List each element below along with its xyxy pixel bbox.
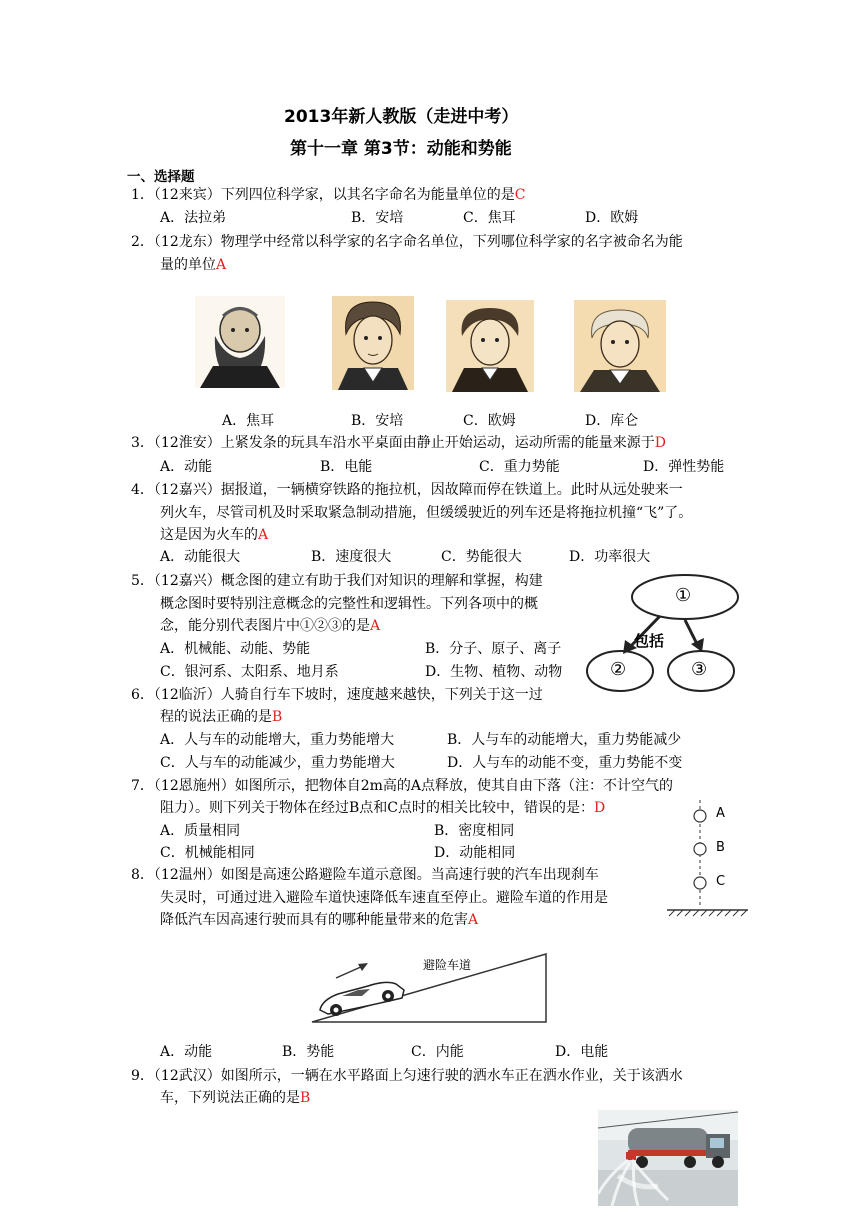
question-7 [131,775,673,797]
option: A．动能 [160,1044,213,1060]
option: C．欧姆 [463,413,516,429]
chapter-title: 第十一章 第3节：动能和势能 [290,139,512,159]
option: D．功率很大 [569,549,651,565]
option: C．焦耳 [463,210,516,226]
free-fall-diagram [665,800,750,925]
question-8-line3 [160,909,478,931]
option: A．焦耳 [222,413,275,429]
question-text: 降低汽车因高速行驶而具有的哪种能量带来的危害 [160,912,468,928]
option: C．势能很大 [441,549,522,565]
option: C．重力势能 [479,459,560,475]
question-number: 6． [131,687,154,703]
portrait-joule-image [195,296,285,388]
option: D．人与车的动能不变，重力势能不变 [447,755,683,771]
question-number: 7． [131,778,154,794]
option: D．电能 [555,1044,609,1060]
option: A．机械能、动能、势能 [160,641,311,657]
option: B．安培 [351,413,404,429]
question-number: 3． [131,435,154,451]
question-text: （12淮安）上紧发条的玩具车沿水平桌面由静止开始运动，运动所需的能量来源于 [153,435,655,451]
option: D．库仑 [585,413,639,429]
question-9 [131,1065,683,1087]
option: B．电能 [320,459,373,475]
answer: C [514,187,526,203]
point-label-a: A [716,806,725,821]
page-title: 2013年新人教版（走进中考） [284,107,519,127]
question-text: （12临沂）人骑自行车下坡时，速度越来越快，下列关于这一过 [153,687,543,703]
question-7-line2 [160,797,605,819]
option: C．银河系、太阳系、地月系 [160,664,339,680]
question-5-line3 [160,615,380,637]
option: D．动能相同 [434,845,516,861]
question-text: 失灵时，可通过进入避险车道快速降低车速直至停止。避险车道的作用是 [160,890,608,906]
question-6 [131,684,543,706]
option: D．弹性势能 [643,459,725,475]
question-text: 车，下列说法正确的是 [160,1090,300,1106]
question-number: 5． [131,573,154,589]
portrait-ohm-image [446,300,534,392]
concept-link-label: 包括 [634,632,665,650]
answer: A [216,257,227,273]
option: A．质量相同 [160,823,241,839]
option: A．动能很大 [160,549,241,565]
option: B．分子、原子、离子 [425,641,562,657]
question-8 [131,864,599,886]
question-5 [131,570,543,592]
question-text: 这是因为火车的 [160,527,258,543]
option: D．生物、植物、动物 [425,664,563,680]
section-heading: 一、选择题 [127,169,195,185]
option: B．密度相同 [434,823,515,839]
option: C．机械能相同 [160,845,255,861]
question-text: （12温州）如图是高速公路避险车道示意图。当高速行驶的汽车出现刹车 [153,867,599,883]
question-4 [131,479,683,501]
answer: A [468,912,479,928]
portrait-ampere-image [332,296,414,390]
question-text: （12嘉兴）概念图的建立有助于我们对知识的理解和掌握，构建 [153,573,543,589]
question-text: 阻力）。则下列关于物体在经过B点和C点时的相关比较中，错误的是： [160,800,594,816]
answer: B [272,709,283,725]
question-text: 程的说法正确的是 [160,709,272,725]
answer: A [258,527,269,543]
question-text: 量的单位 [160,257,216,273]
question-1 [131,184,525,206]
question-number: 1． [131,187,154,203]
option: B．速度很大 [311,549,392,565]
question-2 [131,231,683,253]
point-label-b: B [716,840,725,855]
question-number: 4． [131,482,154,498]
question-2-line2 [160,254,226,276]
concept-node-left: ② [610,659,627,680]
question-number: 8． [131,867,154,883]
answer: D [594,800,606,816]
answer: A [370,618,381,634]
portrait-coulomb-image [574,300,666,392]
question-text: （12嘉兴）据报道，一辆横穿铁路的拖拉机，因故障而停在铁道上。此时从远处驶来一 [153,482,683,498]
question-text: （12来宾）下列四位科学家，以其名字命名为能量单位的是 [153,187,515,203]
question-6-line2 [160,706,282,728]
option: B．人与车的动能增大，重力势能减少 [447,732,682,748]
question-text: 概念图时要特别注意概念的完整性和逻辑性。下列各项中的概 [160,596,538,612]
answer: B [300,1090,311,1106]
ramp-label: 避险车道 [423,958,472,972]
concept-node-right: ③ [691,659,708,680]
question-3 [131,432,666,454]
question-text: 列火车，尽管司机及时采取紧急制动措施，但缓缓驶近的列车还是将拖拉机撞“飞”了。 [160,505,693,521]
sprinkler-truck-photo [598,1110,738,1206]
question-text: （12龙东）物理学中经常以科学家的名字命名单位，下列哪位科学家的名字被命名为能 [153,234,683,250]
option: B．势能 [282,1044,335,1060]
question-text: （12武汉）如图所示，一辆在水平路面上匀速行驶的洒水车正在洒水作业，关于该洒水 [153,1068,683,1084]
option: A．法拉弟 [160,210,227,226]
concept-node-top: ① [675,585,692,606]
option: C．人与车的动能减少，重力势能增大 [160,755,395,771]
question-4-line3 [160,524,268,546]
question-text: （12恩施州）如图所示，把物体自2m高的A点释放，使其自由下落（注：不计空气的 [153,778,674,794]
option: A．人与车的动能增大，重力势能增大 [160,732,395,748]
option: C．内能 [411,1044,464,1060]
question-number: 2． [131,234,154,250]
option: D．欧姆 [585,210,639,226]
option: B．安培 [351,210,404,226]
question-text: 念，能分别代表图片中①②③的是 [160,618,370,634]
point-label-c: C [716,874,726,889]
question-9-line2 [160,1087,310,1109]
question-number: 9． [131,1068,154,1084]
option: A．动能 [160,459,213,475]
answer: D [654,435,666,451]
